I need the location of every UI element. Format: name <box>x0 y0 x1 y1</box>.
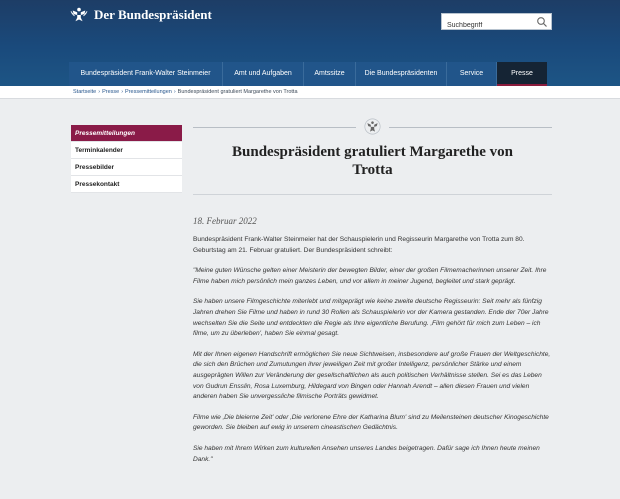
article-date: 18. Februar 2022 <box>193 216 257 226</box>
sidebar-item-pressebilder[interactable]: Pressebilder <box>71 159 182 176</box>
breadcrumb-current: Bundespräsident gratuliert Margarethe von Trotta <box>177 89 298 95</box>
site-header <box>0 0 620 86</box>
ornament-line-right <box>389 127 552 128</box>
article-paragraph: Bundespräsident Frank-Walter Steinmeier hat der Schauspielerin und Regisseurin Margarethe von Trotta zum 80. Geburtstag am 21. Februar gratuliert. Der Bundespräsident schreibt: <box>193 236 525 254</box>
search-box <box>441 13 552 30</box>
nav-item-amt-und-aufgaben[interactable]: Amt und Aufgaben <box>223 62 304 86</box>
federal-eagle-icon <box>70 6 88 24</box>
eagle-icon <box>364 118 381 135</box>
breadcrumb-link-startseite[interactable]: Startseite <box>73 89 97 95</box>
article-ornament <box>193 118 552 136</box>
breadcrumb: Startseite › Presse › Pressemitteilungen › Bundespräsident gratuliert Margarethe von Trotta <box>73 89 298 95</box>
article-paragraph: Mit der Ihnen eigenen Handschrift ermöglichen Sie neue Sichtweisen, insbesondere auf große Frauen der Weltgeschichte, die sich den Brüchen und Zumutungen ihrer jeweiligen Zeit mit großer Intelligenz, persönlicher Stärke und einem ausgeprägten Willen zur Veränderung der gesellschaftlichen als auch politischen Verhältnisse stellen. Sei es das Leben von Gudrun Ensslin, Rosa Luxemburg, Hildegard von Bingen oder Hannah Arendt – allen diesen Frauen und vielen anderen haben Sie unvergessliche filmische Porträts gewidmet. <box>193 350 551 401</box>
nav-item-service[interactable]: Service <box>447 62 497 86</box>
article-body <box>193 235 552 465</box>
article-paragraph: Sie haben unsere Filmgeschichte miterlebt und mitgeprägt wie keine zweite deutsche Regisseurin: Seit mehr als fünfzig Jahren drehen Sie Filme und haben in rund 30 Rollen als Schauspielerin vor der Kamera gestanden. Ende der 70er Jahre wechselten Sie die Seite und entdeckten die Regie als Ihre eigentliche Berufung. ‚Film gehört für mich zum Leben – ich filme, um zu überleben', haben Sie einmal gesagt. <box>193 298 549 338</box>
article <box>193 118 552 475</box>
breadcrumb-link-pressemitteilungen[interactable]: Pressemitteilungen <box>125 89 172 95</box>
logo-text: Der Bundespräsident <box>94 7 212 22</box>
article-paragraph: Filme wie ‚Die bleierne Zeit' oder ‚Die verlorene Ehre der Katharina Blum' sind zu Meilensteinen deutscher Kinogeschichte geworden. Sie bleiben auf ewig in unserem cineastischen Gedächtnis. <box>193 413 549 432</box>
sidebar-item-pressemitteilungen[interactable]: Pressemitteilungen <box>71 125 182 142</box>
nav-item-bundespraesident[interactable]: Bundespräsident Frank-Walter Steinmeier <box>69 62 223 86</box>
sidebar-nav <box>71 125 182 193</box>
breadcrumb-link-presse[interactable]: Presse <box>102 89 120 95</box>
breadcrumb-bar <box>0 86 620 99</box>
article-paragraph: "Meine guten Wünsche gelten einer Meisterin der bewegten Bilder, einer der großen Filmemacherinnen unserer Zeit. Ihre Filme haben mich persönlich mein ganzes Leben, und vor allem in meiner Jugend, begleitet und stark geprägt. <box>193 267 547 285</box>
article-paragraph: Sie haben mit Ihrem Wirken zum kulturellen Ansehen unseres Landes beigetragen. Dafür sage ich Ihnen heute meinen Dank." <box>193 444 540 463</box>
nav-item-die-bundespraesidenten[interactable]: Die Bundespräsidenten <box>356 62 447 86</box>
site-logo[interactable] <box>70 6 212 24</box>
ornament-line-left <box>193 127 356 128</box>
title-divider <box>193 194 552 195</box>
article-title: Bundespräsident gratuliert Margarethe von Trotta <box>232 144 513 178</box>
nav-item-presse[interactable]: Presse <box>497 62 547 86</box>
search-icon[interactable] <box>536 16 548 28</box>
sidebar-item-pressekontakt[interactable]: Pressekontakt <box>71 176 182 193</box>
main-nav <box>69 62 547 86</box>
nav-item-amtssitze[interactable]: Amtssitze <box>304 62 356 86</box>
search-input[interactable] <box>442 18 534 33</box>
sidebar-item-terminkalender[interactable]: Terminkalender <box>71 142 182 159</box>
